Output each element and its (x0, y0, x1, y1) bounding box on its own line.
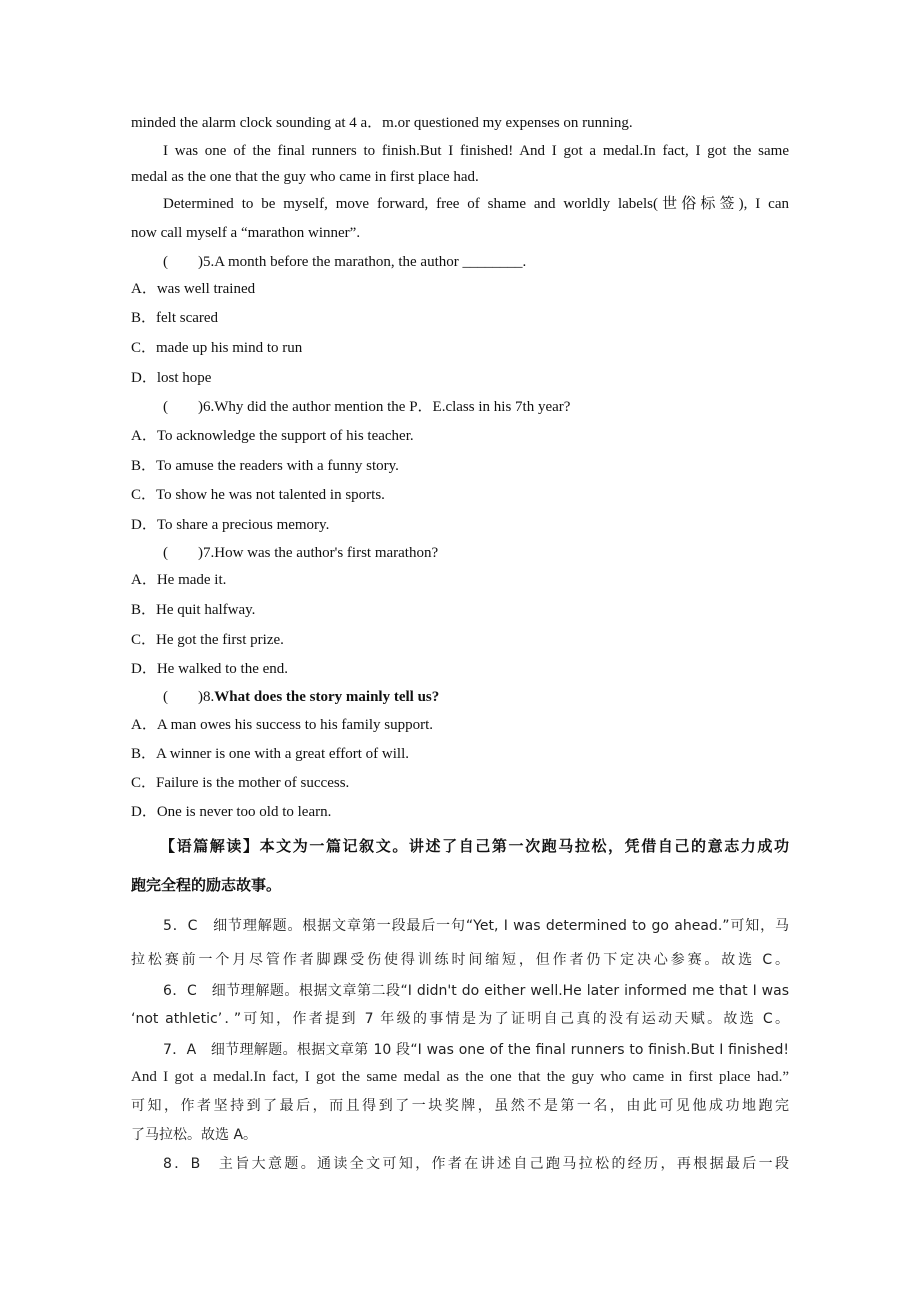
answer-line: 可知，作者坚持到了最后，而且得到了一块奖牌，虽然不是第一名，由此可见他成功地跑完 (131, 1098, 789, 1114)
question-stem: ( )7.How was the author's first marathon? (163, 545, 439, 561)
option: A．To acknowledge the support of his teacher. (131, 428, 414, 444)
answer-line: ‘not athletic’．”可知，作者提到 7 年级的事情是为了证明自己真的没有运动天赋。故选 C。 (131, 1011, 789, 1027)
option: A．was well trained (131, 281, 256, 297)
option: B．To amuse the readers with a funny story. (131, 458, 399, 474)
passage-line: medal as the one that the guy who came in first place had. (131, 169, 479, 185)
summary-line: 跑完全程的励志故事。 (131, 876, 282, 894)
passage-line: Determined to be myself, move forward, free of shame and worldly labels(世俗标签), I can (163, 196, 789, 212)
option: D．He walked to the end. (131, 661, 289, 677)
question-text: What does the story mainly tell us? (214, 689, 440, 705)
question-stem: ( )5.A month before the marathon, the author ________. (163, 254, 527, 270)
answer-line: 8．B 主旨大意题。通读全文可知，作者在讲述自己跑马拉松的经历，再根据最后一段 (163, 1156, 789, 1172)
option: B．felt scared (131, 310, 219, 326)
answer-line: 拉松赛前一个月尽管作者脚踝受伤使得训练时间缩短，但作者仍下定决心参赛。故选 C。 (131, 952, 789, 968)
option: D．One is never too old to learn. (131, 804, 332, 820)
answer-line: 5．C 细节理解题。根据文章第一段最后一句“Yet, I was determined to go ahead.”可知，马 (163, 918, 789, 934)
question-number: ( )8. (163, 689, 215, 705)
passage-line: minded the alarm clock sounding at 4 a．m.or questioned my expenses on running. (131, 115, 633, 131)
question-stem (163, 687, 439, 707)
option: D．lost hope (131, 370, 212, 386)
summary-line: 【语篇解读】本文为一篇记叙文。讲述了自己第一次跑马拉松，凭借自己的意志力成功 (160, 837, 789, 855)
option: D．To share a precious memory. (131, 517, 330, 533)
answer-line: 6．C 细节理解题。根据文章第二段“I didn't do either well.He later informed me that I was (163, 983, 789, 999)
answer-line: 7．A 细节理解题。根据文章第 10 段“I was one of the final runners to finish.But I finished! (163, 1042, 789, 1058)
option: C．Failure is the mother of success. (131, 775, 350, 791)
answer-line: And I got a medal.In fact, I got the same medal as the one that the guy who came in first place had.” (131, 1069, 789, 1085)
option: C．He got the first prize. (131, 632, 284, 648)
option: C．made up his mind to run (131, 340, 303, 356)
passage-line: now call myself a “marathon winner”. (131, 225, 361, 241)
answer-line: 了马拉松。故选 A。 (131, 1127, 258, 1143)
option: B．He quit halfway. (131, 602, 256, 618)
option: C．To show he was not talented in sports. (131, 487, 385, 503)
option: A．He made it. (131, 572, 227, 588)
question-stem: ( )6.Why did the author mention the P．E.class in his 7th year? (163, 399, 571, 415)
option: B．A winner is one with a great effort of will. (131, 746, 409, 762)
passage-line: I was one of the final runners to finish.But I finished! And I got a medal.In fact, I got the same (163, 143, 789, 159)
option: A．A man owes his success to his family support. (131, 717, 434, 733)
